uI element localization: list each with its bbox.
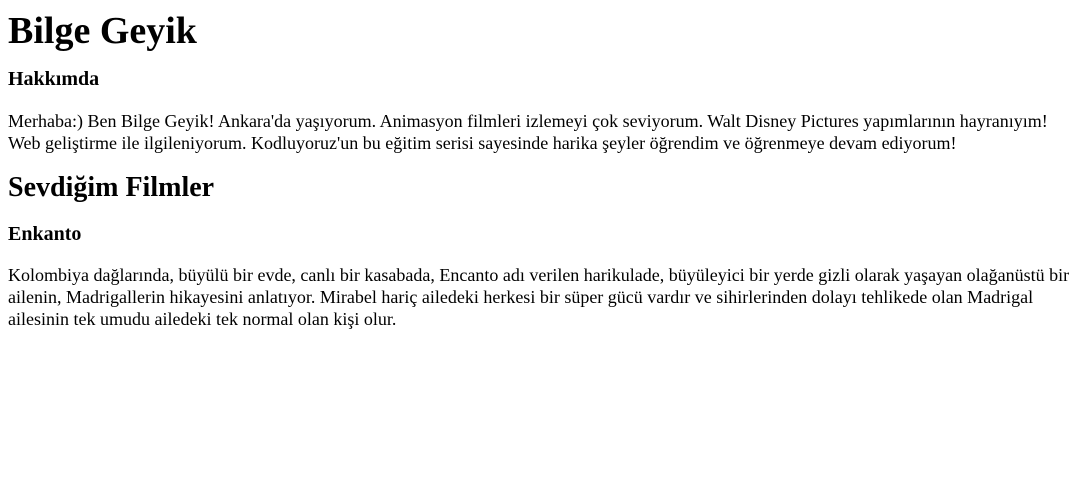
favorite-movies-heading: Sevdiğim Filmler — [8, 172, 215, 203]
movie-item — [8, 221, 1084, 330]
about-text: Merhaba:) Ben Bilge Geyik! Ankara'da yaşıyorum. Animasyon filmleri izlemeyi çok seviyorum. Walt Disney Pictures yapımlarının hayranıyım! Web geliştirme ile ilgileniyorum. Kodluyoruz'un bu eğitim serisi sayesinde harika şeyler öğrendim ve öğrenmeye devam ediyorum! — [8, 111, 1048, 153]
about-section — [8, 66, 1084, 154]
page-content — [0, 7, 1092, 330]
movie-title: Enkanto — [8, 223, 82, 245]
favorite-movies-section — [8, 171, 1084, 330]
about-heading: Hakkımda — [8, 68, 100, 90]
movie-description: Kolombiya dağlarında, büyülü bir evde, canlı bir kasabada, Encanto adı verilen harikulade, büyüleyici bir yerde gizli olarak yaşayan olağanüstü bir ailenin, Madrigallerin hikayesini anlatıyor. Mirabel hariç ailedeki herkesi bir süper gücü vardır ve sihirlerinden dolayı tehlikede olan Madrigal ailesinin tek umudu ailedeki tek normal olan kişi olur. — [8, 265, 1070, 329]
page-title: Bilge Geyik — [8, 10, 197, 52]
